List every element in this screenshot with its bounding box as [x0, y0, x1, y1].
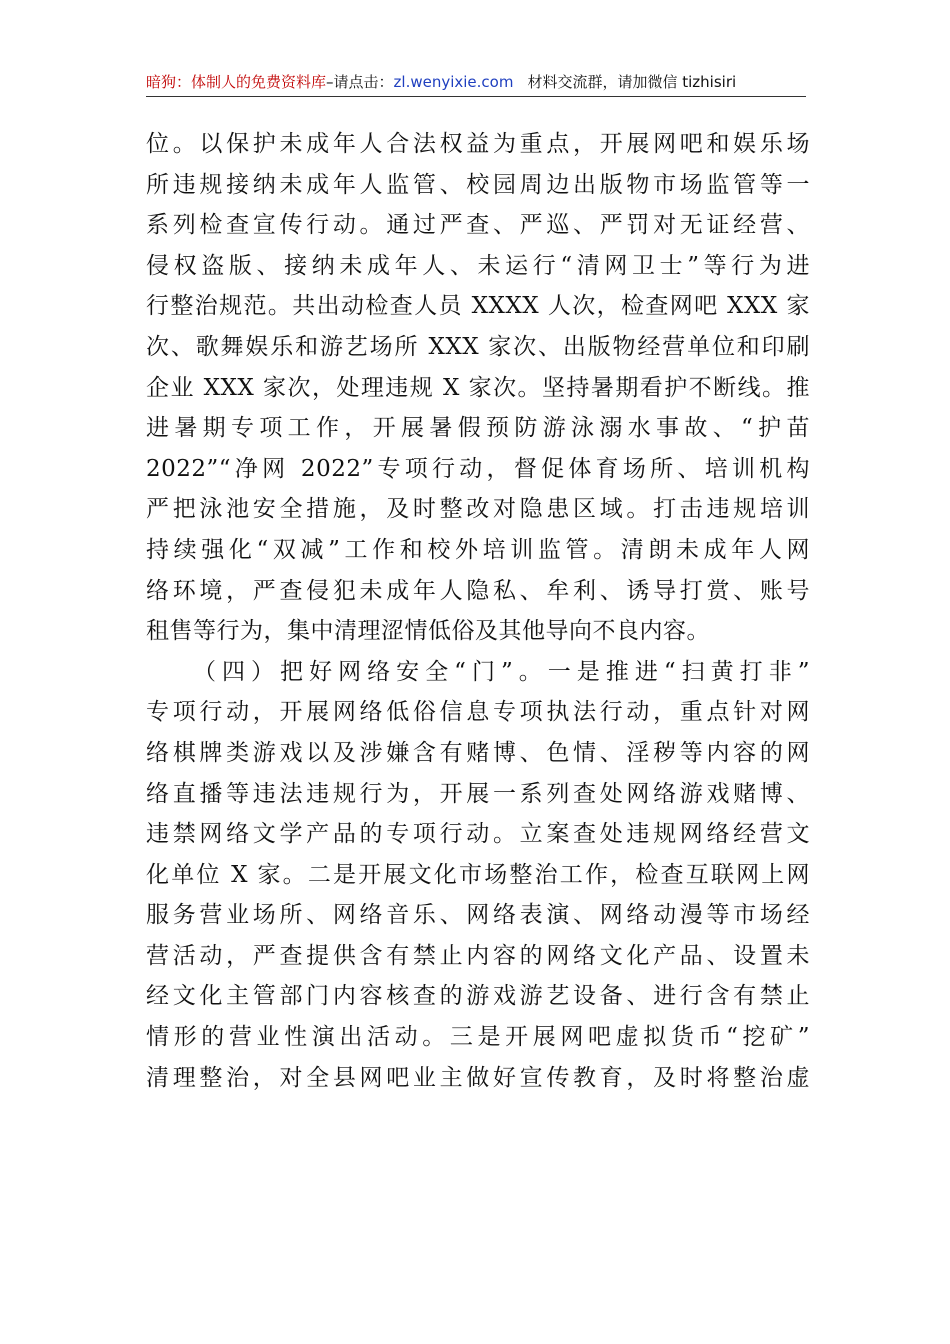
text-line: 化单位 X 家。二是开展文化市场整治工作，检查互联网上网 — [146, 861, 810, 888]
text-line: 次、歌舞娱乐和游艺场所 XXX 家次、出版物经营单位和印刷 — [146, 333, 810, 360]
text-line: 行整治规范。共出动检查人员 XXXX 人次，检查网吧 XXX 家 — [146, 293, 810, 320]
text-line: 经文化主管部门内容核查的游戏游艺设备、进行含有禁止 — [146, 983, 810, 1010]
text-line: 服务营业场所、网络音乐、网络表演、网络动漫等市场经 — [146, 902, 810, 929]
text-line: 清理整治，对全县网吧业主做好宣传教育，及时将整治虚 — [146, 1064, 810, 1091]
text-line: 情形的营业性演出活动。三是开展网吧虚拟货币“挖矿” — [146, 1024, 810, 1051]
header-click-prefix: –请点击： — [326, 73, 394, 91]
text-line: 专项行动，开展网络低俗信息专项执法行动，重点针对网 — [146, 699, 810, 726]
text-line-section-four-heading: （四）把好网络安全“门”。一是推进“扫黄打非” — [193, 658, 810, 685]
document-body — [146, 124, 810, 1098]
text-line: 严把泳池安全措施，及时整改对隐患区域。打击违规培训 — [146, 496, 810, 523]
header-url-link[interactable]: zl.wenyixie.com — [393, 73, 514, 91]
text-line: 络环境，严查侵犯未成年人隐私、牟利、诱导打赏、账号 — [146, 577, 810, 604]
text-line: 违禁网络文学产品的专项行动。立案查处违规网络经营文 — [146, 821, 810, 848]
text-line: 所违规接纳未成年人监管、校园周边出版物市场监管等一 — [146, 171, 810, 198]
text-line: 2022”“净网 2022”专项行动，督促体育场所、培训机构 — [146, 455, 810, 482]
page-header — [146, 68, 806, 96]
text-line: 进暑期专项工作，开展暑假预防游泳溺水事故、“护苗 — [146, 415, 810, 442]
header-brand: 暗狗：体制人的免费资料库 — [146, 73, 327, 91]
text-line: 络直播等违法违规行为，开展一系列查处网络游戏赌博、 — [146, 780, 810, 807]
text-line: 侵权盗版、接纳未成年人、未运行“清网卫士”等行为进 — [146, 252, 810, 279]
text-line: 系列检查宣传行动。通过严查、严巡、严罚对无证经营、 — [146, 212, 810, 239]
text-line: 位。以保护未成年人合法权益为重点，开展网吧和娱乐场 — [146, 131, 810, 157]
header-divider — [146, 96, 806, 97]
text-line: 持续强化“双减”工作和校外培训监管。清朗未成年人网 — [146, 536, 810, 563]
text-line-paragraph-end: 租售等行为，集中清理涩情低俗及其他导向不良内容。 — [146, 618, 710, 645]
header-wechat-note: 材料交流群，请加微信 tizhisiri — [527, 73, 737, 91]
text-line: 企业 XXX 家次，处理违规 X 家次。坚持暑期看护不断线。推 — [146, 374, 810, 401]
text-line: 络棋牌类游戏以及涉嫌含有赌博、色情、淫秽等内容的网 — [146, 739, 810, 766]
text-line: 营活动，严查提供含有禁止内容的网络文化产品、设置未 — [146, 942, 810, 969]
